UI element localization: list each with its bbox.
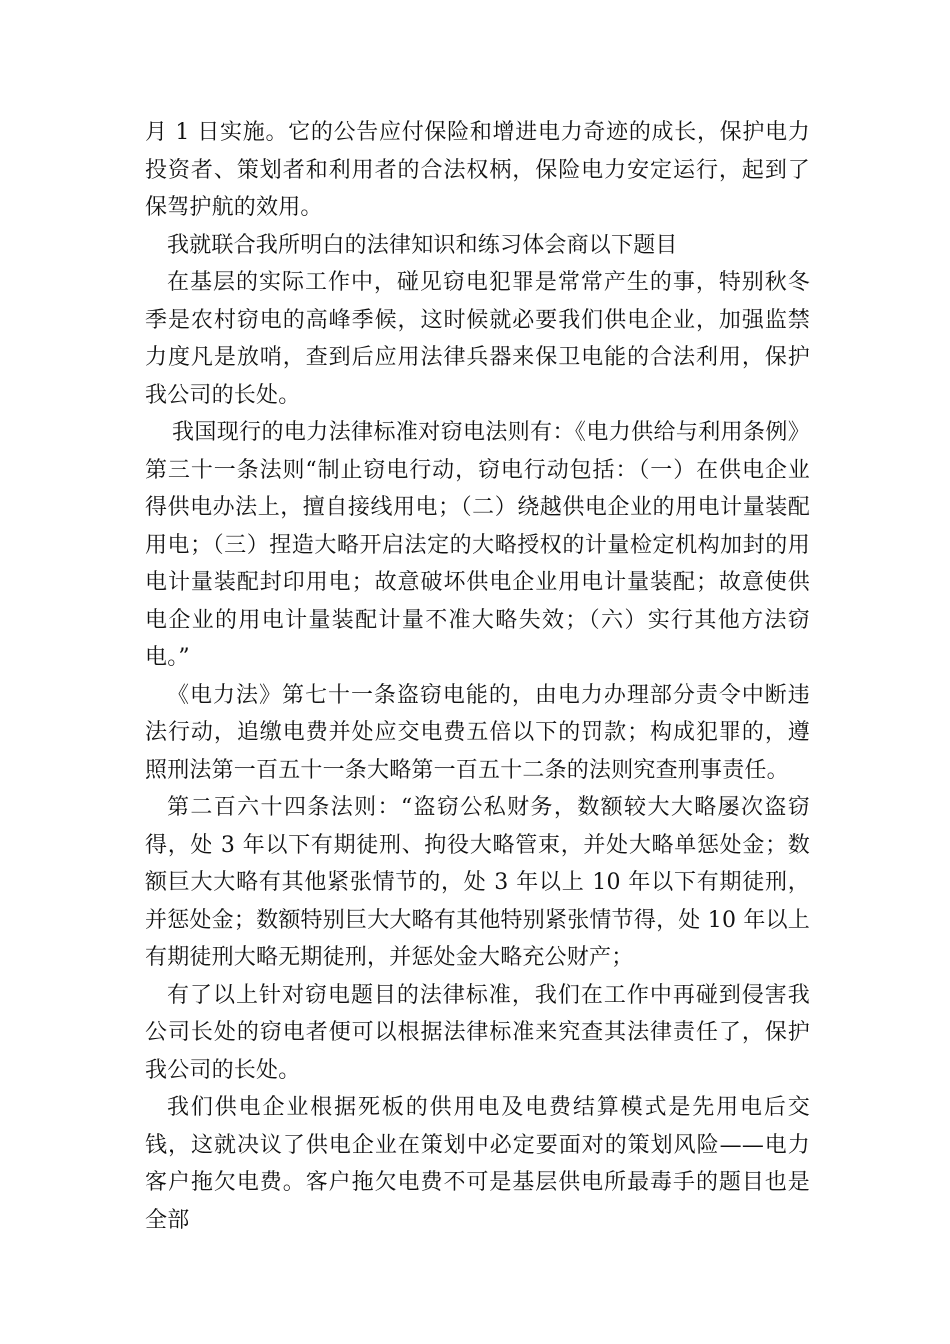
paragraph-criminal-law-article-264: 第二百六十四条法则：“盗窃公私财务，数额较大大略屡次盗窃得，处 3 年以下有期徒刑、拘役大略管束，并处大略单惩处金；数额巨大大略有其他紧张情节的，处 3 年以上 10 年以下有期徒刑，并惩处金；数额特别巨大大略有其他特别紧张情节得，处 10 年以上有期徒刑大略无期徒刑，并惩处金大略充公财产； xyxy=(145,795,810,970)
paragraph-billing-risk: 我们供电企业根据死板的供用电及电费结算模式是先用电后交钱，这就决议了供电企业在策划中必定要面对的策划风险——电力客户拖欠电费。客户拖欠电费不可是基层供电所最毒手的题目也是全部 xyxy=(145,1095,810,1233)
document-body xyxy=(145,114,810,1239)
paragraph-law-effect: 月 1 日实施。它的公告应付保险和增进电力奇迹的成长，保护电力投资者、策划者和利用者的合法权柄，保险电力安定运行，起到了保驾护航的效用。 xyxy=(145,120,810,220)
paragraph-electricity-law-article-71: 《电力法》第七十一条盗窃电能的，由电力办理部分责令中断违法行动，追缴电费并处应交电费五倍以下的罚款；构成犯罪的，遵照刑法第一百五十一条大略第一百五十二条的法则究查刑事责任。 xyxy=(145,682,810,783)
paragraph-intro: 我就联合我所明白的法律知识和练习体会商以下题目 xyxy=(167,232,678,258)
paragraph-legal-standard-summary: 有了以上针对窃电题目的法律标准，我们在工作中再碰到侵害我公司长处的窃电者便可以根据法律标准来究查其法律责任了，保护我公司的长处。 xyxy=(145,982,810,1083)
paragraph-regulation-article-31: 我国现行的电力法律标准对窃电法则有：《电力供给与利用条例》第三十一条法则“制止窃电行动，窃电行动包括：（一）在供电企业得供电办法上，擅自接线用电；（二）绕越供电企业的用电计量装配用电；（三）捏造大略开启法定的大略授权的计量检定机构加封的用电计量装配封印用电；故意破坏供电企业用电计量装配；故意使供电企业的用电计量装配计量不准大略失效；（六）实行其他方法窃电。” xyxy=(145,420,810,670)
paragraph-theft-situation: 在基层的实际工作中，碰见窃电犯罪是常常产生的事，特别秋冬季是农村窃电的高峰季候，这时候就必要我们供电企业，加强监禁力度凡是放哨，查到后应用法律兵器来保卫电能的合法利用，保护我公司的长处。 xyxy=(145,270,810,408)
